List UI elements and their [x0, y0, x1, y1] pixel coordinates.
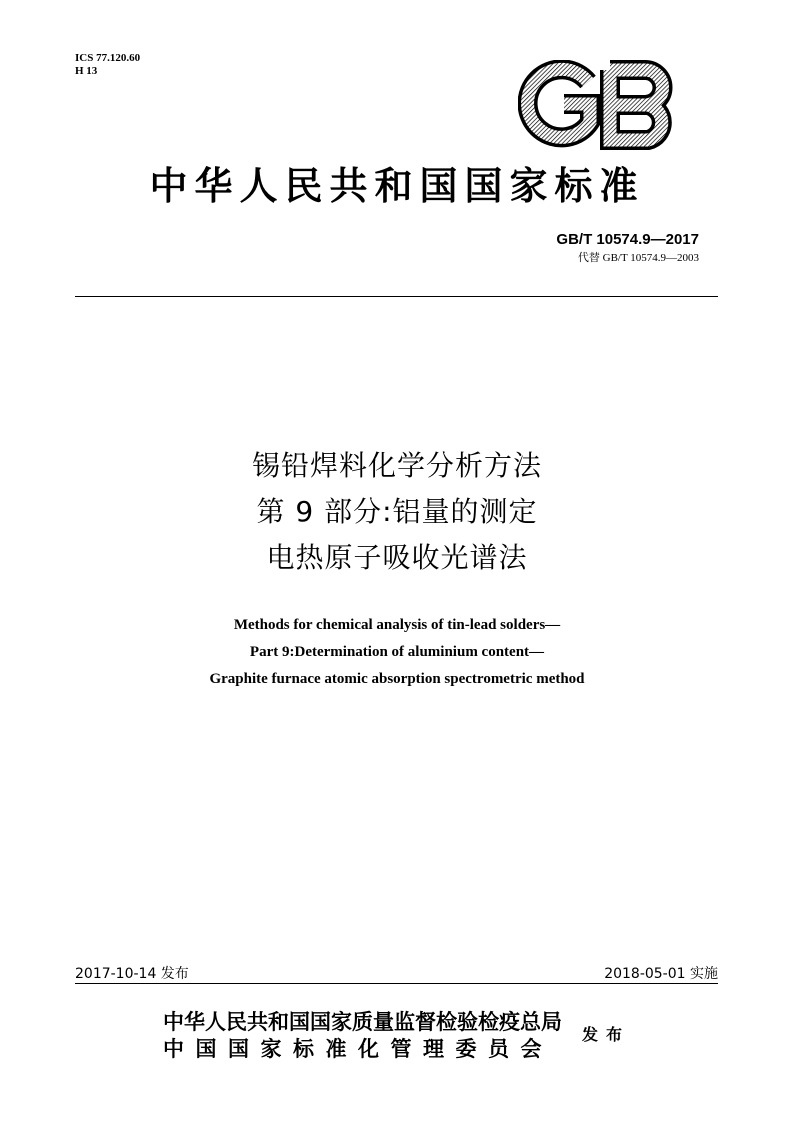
footer-divider: [75, 983, 718, 984]
english-title: [0, 612, 794, 693]
english-title-line-3: Graphite furnace atomic absorption spectrometric method: [209, 671, 585, 687]
chinese-title-line-2: 第 9 部分:铝量的测定: [256, 495, 538, 528]
classification-codes: [75, 52, 140, 78]
ccs-code: H 13: [75, 65, 98, 77]
issuer-sac: 中国国家标准化管理委员会: [163, 1036, 553, 1061]
issuer-aqsiq: 中华人民共和国国家质量监督检验检疫总局: [163, 1009, 562, 1034]
publish-label: 发布: [582, 1025, 631, 1044]
ics-code: ICS 77.120.60: [75, 52, 141, 64]
issue-date: 2017-10-14 发布: [75, 966, 189, 982]
english-title-line-1: Methods for chemical analysis of tin-lead solders—: [233, 617, 561, 633]
standard-number: GB/T 10574.9—2017: [556, 231, 699, 248]
replaces-standard: 代替 GB/T 10574.9—2003: [577, 252, 699, 264]
english-title-line-2: Part 9:Determination of aluminium content—: [249, 644, 545, 660]
chinese-title: [0, 443, 794, 581]
implementation-date: 2018-05-01 实施: [604, 966, 718, 982]
header-divider: [75, 296, 718, 297]
gb-logo: [518, 60, 678, 150]
chinese-title-line-1: 锡铅焊料化学分析方法: [251, 449, 542, 482]
chinese-title-line-3: 电热原子吸收光谱法: [266, 541, 528, 574]
national-standard-title: 中华人民共和国国家标准: [149, 163, 645, 208]
